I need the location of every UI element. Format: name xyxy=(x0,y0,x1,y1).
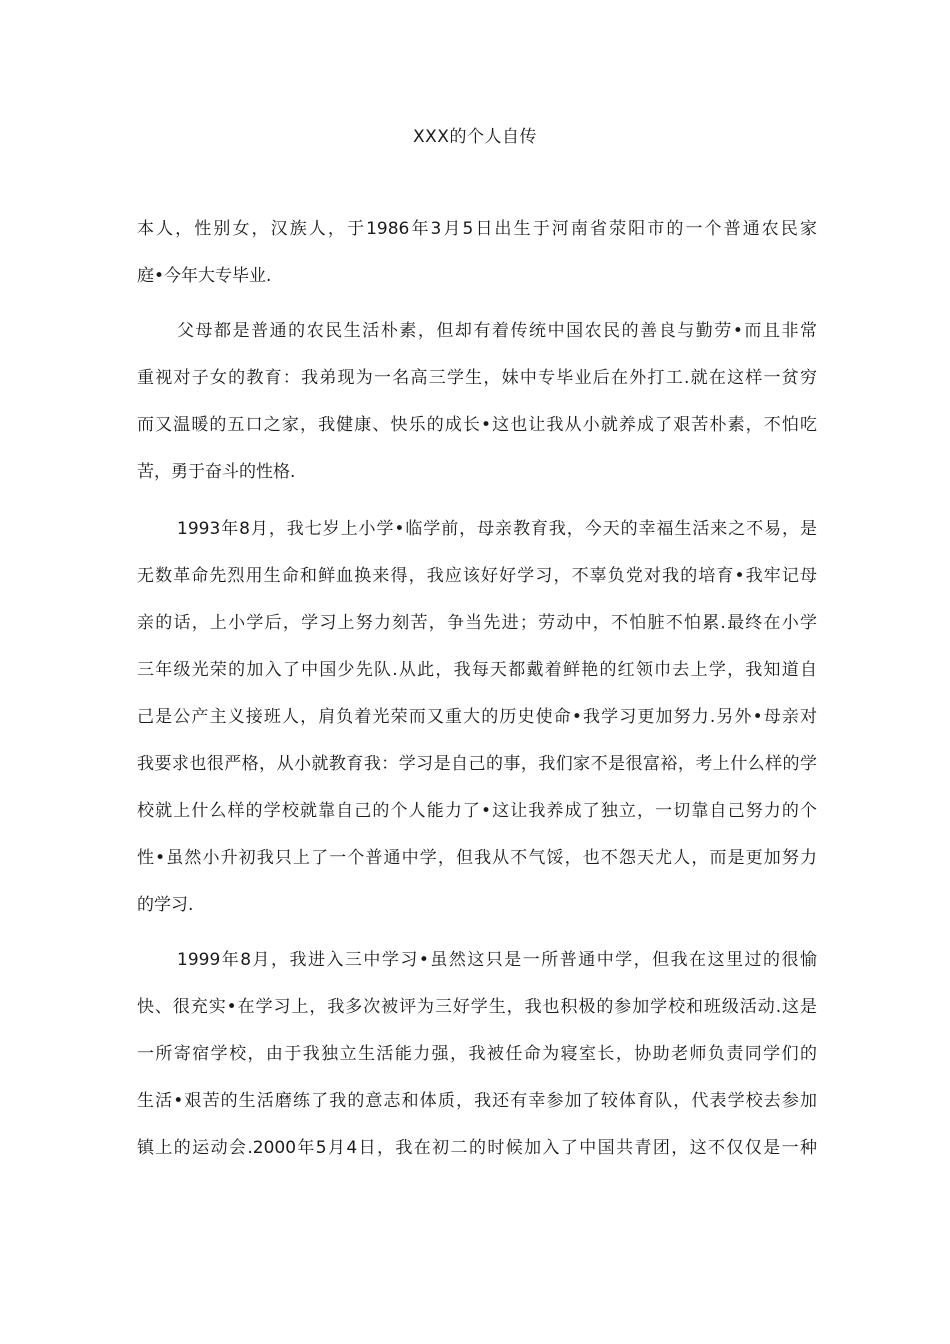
paragraph-3-line-2: 无数革命先烈用生命和鲜血换来得，我应该好好学习，不辜负党对我的培育•我牢记母 xyxy=(137,566,817,586)
paragraph-3-line-1: 1993年8月，我七岁上小学•临学前，母亲教育我，今天的幸福生活来之不易，是 xyxy=(177,519,817,539)
paragraph-3-line-8: 性•虽然小升初我只上了一个普通中学，但我从不气馁，也不怨天尤人，而是更加努力 xyxy=(137,848,817,868)
paragraph-1-line-2: 庭•今年大专毕业. xyxy=(137,266,272,286)
paragraph-4-line-1: 1999年8月，我进入三中学习•虽然这只是一所普通中学，但我在这里过的很愉 xyxy=(177,950,817,970)
paragraph-3-line-4: 三年级光荣的加入了中国少先队.从此，我每天都戴着鲜艳的红领巾去上学，我知道自 xyxy=(137,660,817,680)
paragraph-3-line-9: 的学习. xyxy=(137,895,194,915)
paragraph-2-line-4: 苦，勇于奋斗的性格. xyxy=(137,462,296,482)
paragraph-3-line-6: 我要求也很严格，从小就教育我：学习是自己的事，我们家不是很富裕，考上什么样的学 xyxy=(137,754,817,774)
paragraph-3-line-3: 亲的话，上小学后，学习上努力刻苦，争当先进；劳动中，不怕脏不怕累.最终在小学 xyxy=(137,613,817,633)
paragraph-2-line-3: 而又温暖的五口之家，我健康、快乐的成长•这也让我从小就养成了艰苦朴素，不怕吃 xyxy=(137,415,817,435)
paragraph-3-line-7: 校就上什么样的学校就靠自己的个人能力了•这让我养成了独立，一切靠自己努力的个 xyxy=(137,801,817,821)
paragraph-1-line-1: 本人，性别女，汉族人，于1986年3月5日出生于河南省荥阳市的一个普通农民家 xyxy=(137,219,817,239)
paragraph-2-line-2: 重视对子女的教育：我弟现为一名高三学生，妹中专毕业后在外打工.就在这样一贫穷 xyxy=(137,368,817,388)
document-title: XXX的个人自传 xyxy=(413,127,537,147)
paragraph-4-line-2: 快、很充实•在学习上，我多次被评为三好学生，我也积极的参加学校和班级活动.这是 xyxy=(137,997,817,1017)
paragraph-2-line-1: 父母都是普通的农民生活朴素，但却有着传统中国农民的善良与勤劳•而且非常 xyxy=(177,321,817,341)
paragraph-4-line-3: 一所寄宿学校，由于我独立生活能力强，我被任命为寝室长，协助老师负责同学们的 xyxy=(137,1044,817,1064)
paragraph-3-line-5: 己是公产主义接班人，肩负着光荣而又重大的历史使命•我学习更加努力.另外•母亲对 xyxy=(137,707,817,727)
paragraph-4-line-4: 生活•艰苦的生活磨练了我的意志和体质，我还有幸参加了较体育队，代表学校去参加 xyxy=(137,1091,817,1111)
paragraph-4-line-5: 镇上的运动会.2000年5月4日，我在初二的时候加入了中国共青团，这不仅仅是一种 xyxy=(137,1138,817,1158)
